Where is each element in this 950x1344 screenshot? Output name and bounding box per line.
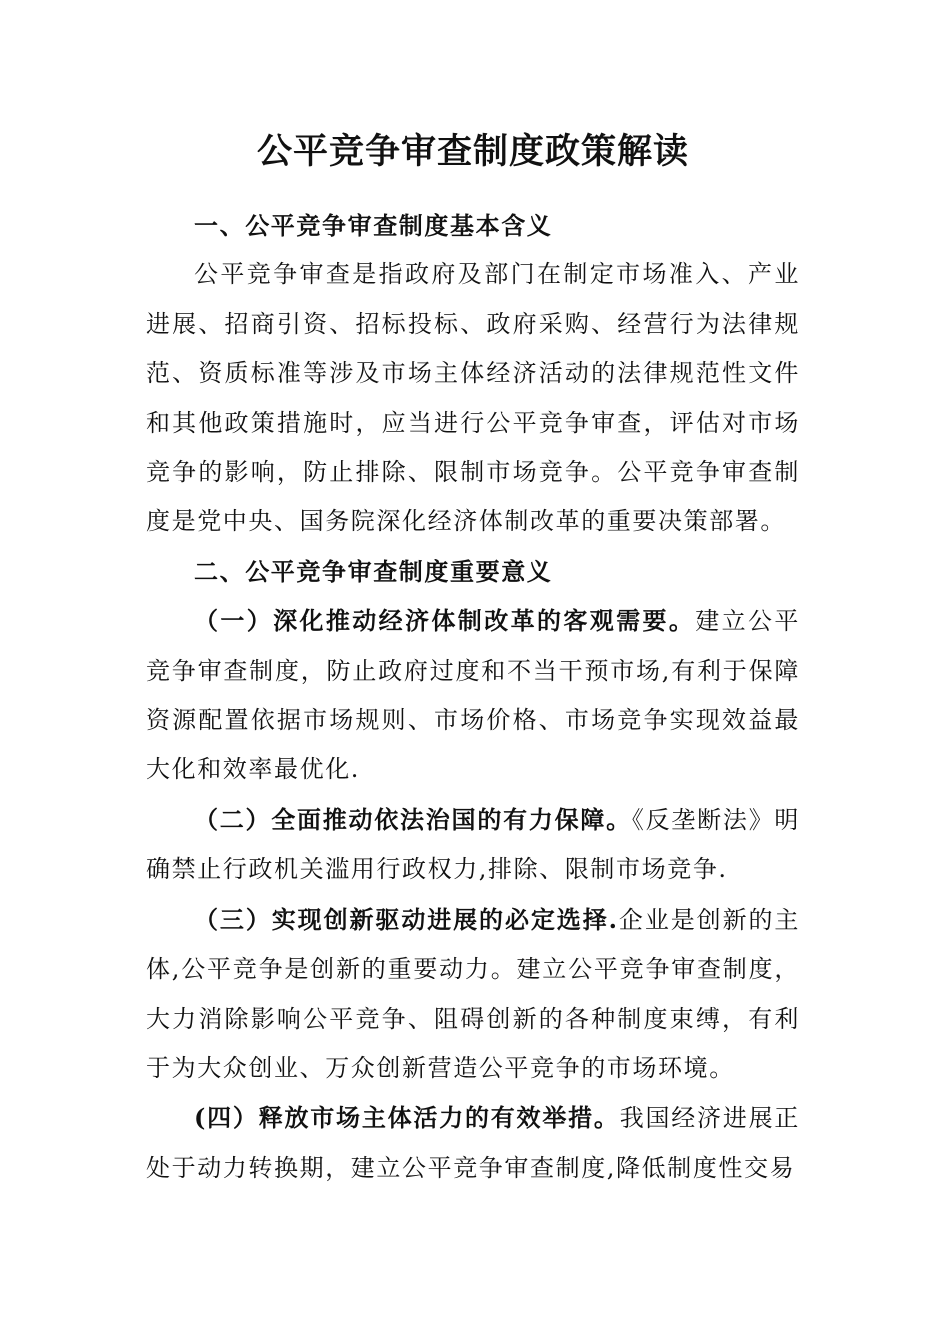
paragraph-text: 企业是创新的主体,公平竞争是创新的重要动力。建立公平竞争审查制度，大力消除影响公平竞争、阻碍创新的各种制度束缚，有利于为大众创业、万众创新营造公平竞争的市场环境。 [146,905,800,1082]
paragraph-text: 我国经济进展正处于动力转换期，建立公平竞争审查制度,降低制度性交易 [146,1104,800,1182]
paragraph-lead: （三）实现创新驱动进展的必定选择. [194,904,619,934]
paragraph-point-1 [146,596,800,795]
document-title: 公平竞争审查制度政策解读 [256,131,689,172]
paragraph-point-3 [146,895,800,1094]
document-body [146,201,800,1193]
paragraph-point-4 [146,1093,800,1193]
paragraph-text: 建立公平竞争审查制度，防止政府过度和不当干预市场,有利于保障资源配置依据市场规则、市场价格、市场竞争实现效益最大化和效率最优化. [146,607,800,784]
paragraph-text: 公平竞争审查是指政府及部门在制定市场准入、产业进展、招商引资、招标投标、政府采购、经营行为法律规范、资质标准等涉及市场主体经济活动的法律规范性文件和其他政策措施时，应当进行公平竞争审查，评估对市场竞争的影响，防止排除、限制市场竞争。公平竞争审查制度是党中央、国务院深化经济体制改革的重要决策部署。 [146,260,800,536]
paragraph-lead: (四）释放市场主体活力的有效举措。 [194,1103,620,1133]
paragraph-text: 《反垄断法》明确禁止行政机关滥用行政权力,排除、限制市场竞争. [146,805,800,884]
paragraph-lead: （一）深化推动经济体制改革的客观需要。 [194,606,696,636]
section-heading-1: 一、公平竞争审查制度基本含义 [194,211,553,240]
section-heading-2: 二、公平竞争审查制度重要意义 [194,556,553,586]
paragraph-point-2 [146,795,800,895]
paragraph-lead: （二）全面推动依法治国的有力保障。 [194,804,632,834]
paragraph-definition [146,250,800,546]
